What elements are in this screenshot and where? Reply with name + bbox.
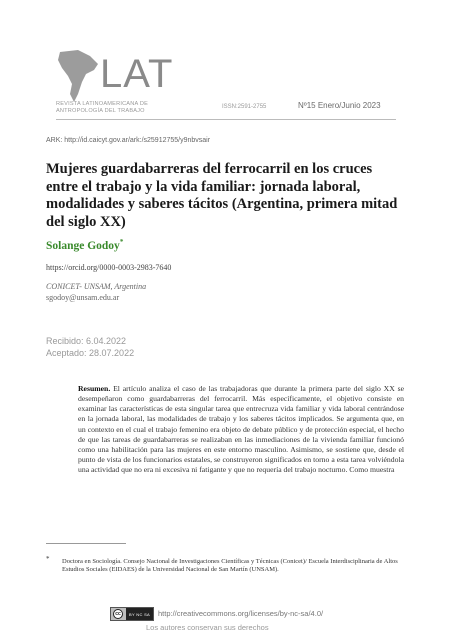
creative-commons-badge[interactable]: [110, 607, 154, 621]
abstract-text: El artículo analiza el caso de las trabajadoras que durante la primera parte del siglo XX se desempeñaron como guardabarreras del ferrocarril. Más específicamente, el objetivo consiste en examinar las características de esta singular tarea que entrecruza vida familiar y vida laboral centrándose en la jornada laboral, las modalidades de trabajo y los saberes tácitos implicados. Se argumenta que, en un contexto en el cual el trabajo femenino era objeto de debate público y de protección especial, el hecho de que las tareas de guardabarreras se realizaban en las inmediaciones de la vivienda familiar funcionó como una habilitación para las mujeres en este entorno masculino. Asimismo, se sostiene que, desde el punto de vista de los funcionarios estatales, se construyeron significados en torno a esta tarea volviéndola una actividad que no era ni excesiva ni fatigante y que no requería del trabajo nocturno. Como muestra: [78, 384, 404, 475]
footnote-text: Doctora en Sociología. Consejo Nacional de Investigaciones Científicas y Técnicas (Conicet)/ Escuela Interdisciplinaria de Altos Estudios Sociales (EIDAES) de la Universidad Nacional de San Martín (UNSAM).: [62, 558, 398, 574]
issn: ISSN:2591-2755: [222, 104, 267, 110]
header-divider: [56, 119, 396, 120]
license-link[interactable]: http://creativecommons.org/licenses/by-nc-sa/4.0/: [158, 609, 324, 618]
license-rights: Los autores conservan sus derechos: [146, 623, 269, 632]
author-affiliation: CONICET- UNSAM, Argentina: [46, 282, 147, 291]
issue-number: Nº15 Enero/Junio 2023: [298, 101, 381, 110]
latin-america-map-icon: [56, 48, 102, 104]
abstract-label: Resumen.: [78, 384, 111, 393]
received-date: Recibido: 6.04.2022: [46, 336, 127, 346]
author-name: [46, 238, 123, 252]
author-email[interactable]: sgodoy@unsam.edu.ar: [46, 293, 120, 302]
cc-badge-label: BY NC SA: [126, 608, 153, 620]
journal-name: REVISTA LATINOAMERICANA DE ANTROPOLOGÍA DEL TRABAJO: [56, 101, 149, 114]
orcid-link[interactable]: https://orcid.org/0000-0003-2983-7640: [46, 263, 172, 272]
cc-icon: cc: [113, 609, 123, 619]
ark-identifier[interactable]: ARK: http://id.caicyt.gov.ar/ark:/s25912755/y9nbvsair: [46, 137, 211, 144]
footnote-divider: [46, 543, 126, 544]
author-name-text: Solange Godoy: [46, 239, 120, 252]
accepted-date: Aceptado: 28.07.2022: [46, 348, 135, 358]
journal-logo: [56, 48, 206, 104]
footnote-mark: *: [46, 555, 50, 563]
article-title: Mujeres guardabarreras del ferrocarril en los cruces entre el trabajo y la vida familiar: jornada laboral, modalidades y saberes tácitos (Argentina, primera mitad del siglo XX): [46, 161, 398, 230]
abstract: [78, 384, 404, 475]
author-footnote-mark[interactable]: *: [119, 238, 124, 246]
logo-text: LAT: [100, 52, 174, 96]
